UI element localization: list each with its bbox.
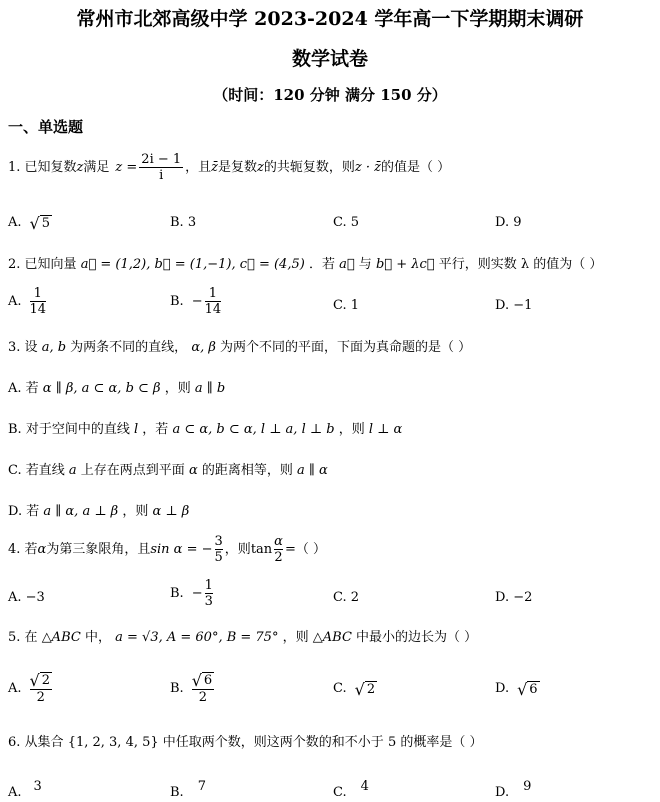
sqrt-icon: √ 2 bbox=[354, 679, 376, 699]
sqrt-icon: √ 6 bbox=[191, 671, 213, 690]
q5-option-d-label: D. bbox=[495, 681, 510, 696]
q1-fraction bbox=[139, 152, 183, 183]
q3-b-l: l bbox=[133, 422, 139, 437]
question-5 bbox=[8, 629, 477, 647]
q1-z: z bbox=[76, 159, 84, 175]
q6-option-c[interactable] bbox=[333, 778, 369, 802]
q6-option-c-label: C. bbox=[333, 785, 347, 800]
question-2 bbox=[8, 256, 602, 274]
q2-suffix: 平行，则实数 λ 的值为（ ） bbox=[438, 257, 603, 272]
q1-eq-lhs: z = bbox=[115, 159, 138, 175]
q5-a-den: 2 bbox=[36, 690, 45, 705]
q5-option-b[interactable] bbox=[170, 672, 216, 705]
q1-option-c[interactable]: C. 5 bbox=[333, 215, 360, 230]
q5-mid: 中， bbox=[84, 630, 111, 645]
q3-option-b[interactable] bbox=[8, 421, 402, 439]
q5-option-d[interactable] bbox=[495, 680, 540, 698]
q2-a: a⃗ bbox=[339, 257, 355, 272]
q3-a-mid: ，则 bbox=[164, 381, 191, 396]
q2-option-a-frac bbox=[30, 286, 47, 317]
q1-option-b[interactable]: B. 3 bbox=[170, 215, 197, 230]
q3-c-pre: C. 若直线 bbox=[8, 463, 65, 478]
q2-option-c[interactable]: C. 1 bbox=[333, 298, 360, 313]
q2-a-den: 14 bbox=[29, 302, 47, 317]
q3-b-res: l ⊥ α bbox=[368, 422, 403, 437]
q6-d-num: 9 bbox=[523, 779, 532, 794]
q3-d-res: α ⊥ β bbox=[152, 504, 190, 519]
q6-option-b-label: B. bbox=[170, 785, 184, 800]
sqrt-icon: √ 2 bbox=[29, 671, 51, 690]
q5-cond: a = √3, A = 60°, B = 75° bbox=[115, 630, 279, 645]
q4-option-a[interactable]: A. −3 bbox=[8, 590, 45, 605]
q5-mid2: ，则 bbox=[282, 630, 309, 645]
sqrt-icon: √ 5 bbox=[29, 213, 51, 233]
q3-c-alpha: α bbox=[188, 463, 198, 478]
q3-a-res: a ∥ b bbox=[194, 381, 226, 396]
q3-a-pre: A. 若 bbox=[8, 381, 39, 396]
q1-zbar: z̄ bbox=[211, 159, 219, 175]
q4-tan: tan bbox=[250, 541, 273, 557]
sqrt-icon: √ 6 bbox=[517, 679, 538, 699]
q3-vars: a, b bbox=[41, 340, 67, 355]
q1-prefix: 1. 已知复数 bbox=[8, 159, 77, 175]
q5-option-c[interactable] bbox=[333, 680, 377, 698]
q3-suffix: 为两个不同的平面，下面为真命题的是（ ） bbox=[220, 340, 472, 355]
q5-tri2: △ABC bbox=[312, 630, 352, 645]
q4-sin: sin α = − bbox=[150, 541, 213, 557]
q1-option-a[interactable] bbox=[8, 214, 52, 232]
question-3 bbox=[8, 339, 471, 357]
q3-option-c[interactable] bbox=[8, 462, 328, 480]
q4-tan-num: α bbox=[274, 534, 283, 549]
q3-b-cond: a ⊂ α, b ⊂ α, l ⊥ a, l ⊥ b bbox=[172, 422, 335, 437]
q2-expr: b⃗ + λc⃗ bbox=[375, 257, 435, 272]
q5-a-num: 2 bbox=[41, 673, 51, 688]
question-1 bbox=[8, 152, 450, 183]
q6-prefix: 6. 从集合 bbox=[8, 735, 64, 750]
q6-mid: 中任取两个数，则这两个数的和不小于 bbox=[162, 735, 384, 750]
q5-option-a[interactable] bbox=[8, 672, 54, 705]
q5-option-a-frac bbox=[30, 672, 52, 705]
q4-option-b-frac bbox=[205, 578, 213, 609]
q4-sin-num: 3 bbox=[214, 534, 223, 549]
q6-suffix: 的概率是（ ） bbox=[400, 735, 483, 750]
question-4 bbox=[8, 534, 326, 565]
q3-option-d[interactable] bbox=[8, 503, 189, 521]
q3-c-res: a ∥ α bbox=[297, 463, 328, 478]
q1-option-d[interactable]: D. 9 bbox=[495, 215, 522, 230]
q1-mid3: 是复数 bbox=[218, 159, 258, 175]
q2-option-a-label: A. bbox=[8, 293, 22, 309]
q4-b-num: 1 bbox=[204, 578, 213, 593]
question-6 bbox=[8, 734, 483, 752]
q2-vectors: a⃗ = (1,2), b⃗ = (1,−1), c⃗ = (4,5) bbox=[80, 257, 305, 272]
q2-option-a[interactable] bbox=[8, 286, 48, 317]
q5-prefix: 5. 在 bbox=[8, 630, 38, 645]
exam-subtitle: 数学试卷 bbox=[291, 48, 368, 70]
q4-prefix: 4. 若 bbox=[8, 541, 38, 557]
q3-mid: 为两条不同的直线， bbox=[70, 340, 188, 355]
q3-d-mid: ，则 bbox=[122, 504, 149, 519]
q5-c-val: 2 bbox=[366, 681, 376, 697]
q2-option-b-label: B. bbox=[170, 293, 184, 309]
q1-z2: z bbox=[257, 159, 264, 175]
q3-greek: α, β bbox=[191, 340, 216, 355]
q4-mid: 为第三象限角，且 bbox=[46, 541, 151, 557]
q2-prefix: 2. 已知向量 bbox=[8, 257, 77, 272]
q6-option-a-label: A. bbox=[8, 785, 22, 800]
q4-option-d[interactable]: D. −2 bbox=[495, 590, 533, 605]
q6-option-a[interactable] bbox=[8, 778, 42, 802]
exam-meta: （时间：120 分钟 满分 150 分） bbox=[213, 86, 447, 104]
q6-set: {1, 2, 3, 4, 5} bbox=[67, 735, 159, 750]
q2-option-b-frac bbox=[205, 286, 222, 317]
q6-num: 5 bbox=[387, 735, 397, 750]
q4-tan-frac bbox=[274, 534, 283, 565]
q1-mid2: ，且 bbox=[185, 159, 212, 175]
q5-suffix: 中最小的边长为（ ） bbox=[356, 630, 478, 645]
q1-prod: z · z̄ bbox=[354, 159, 382, 175]
q6-option-b[interactable] bbox=[170, 778, 206, 802]
q6-a-num: 3 bbox=[33, 779, 42, 794]
q6-option-d[interactable] bbox=[495, 778, 531, 802]
q1-mid4: 的共轭复数，则 bbox=[263, 159, 355, 175]
q2-b-den: 14 bbox=[204, 302, 222, 317]
q5-d-val: 6 bbox=[529, 681, 538, 697]
q4-option-c[interactable]: C. 2 bbox=[333, 590, 360, 605]
q6-option-d-label: D. bbox=[495, 785, 510, 800]
q5-b-num: 6 bbox=[203, 673, 213, 688]
q2-mid: ．若 bbox=[308, 257, 335, 272]
q5-option-b-label: B. bbox=[170, 680, 184, 696]
q2-a-num: 1 bbox=[33, 286, 42, 301]
q4-option-b[interactable] bbox=[170, 578, 215, 609]
q2-mid2: 与 bbox=[358, 257, 372, 272]
q6-c-num: 4 bbox=[360, 779, 369, 794]
q3-option-a[interactable] bbox=[8, 380, 225, 398]
q3-d-cond: a ∥ α, a ⊥ β bbox=[43, 504, 119, 519]
q1-mid1: 满足 bbox=[83, 159, 110, 175]
exam-title: 常州市北郊高级中学 2023-2024 学年高一下学期期末调研 bbox=[76, 8, 584, 30]
q5-option-b-frac bbox=[192, 672, 214, 705]
q5-tri: △ABC bbox=[41, 630, 81, 645]
q3-d-pre: D. 若 bbox=[8, 504, 40, 519]
q3-b-pre: B. 对于空间中的直线 bbox=[8, 422, 130, 437]
q5-option-c-label: C. bbox=[333, 681, 347, 696]
q1-frac-den: i bbox=[159, 168, 164, 183]
q1-suffix: 的值是（ ） bbox=[381, 159, 451, 175]
q1-option-a-label: A. bbox=[8, 215, 22, 230]
q1-frac-num: 2i − 1 bbox=[141, 152, 182, 167]
q3-b-mid: ，若 bbox=[142, 422, 169, 437]
q4-option-b-label: B. bbox=[170, 585, 184, 601]
q4-mid2: ，则 bbox=[224, 541, 251, 557]
q2-option-d[interactable]: D. −1 bbox=[495, 298, 533, 313]
q3-c-mid2: 的距离相等，则 bbox=[201, 463, 293, 478]
q4-sin-frac bbox=[215, 534, 223, 565]
q2-option-b[interactable] bbox=[170, 286, 223, 317]
q2-b-sign: − bbox=[191, 293, 203, 309]
section-heading: 一、单选题 bbox=[8, 118, 84, 136]
q4-alpha: α bbox=[37, 541, 47, 557]
q3-a-cond: α ∥ β, a ⊂ α, b ⊂ β bbox=[42, 381, 161, 396]
q5-b-den: 2 bbox=[198, 690, 208, 705]
q3-c-mid: 上存在两点到平面 bbox=[80, 463, 185, 478]
q3-prefix: 3. 设 bbox=[8, 340, 38, 355]
q3-c-a: a bbox=[68, 463, 77, 478]
q6-b-num: 7 bbox=[197, 779, 206, 794]
q4-sin-den: 5 bbox=[214, 550, 223, 565]
q3-b-mid2: ，则 bbox=[338, 422, 365, 437]
q4-suffix: =（ ） bbox=[284, 541, 326, 557]
q4-b-sign: − bbox=[191, 585, 203, 601]
q2-b-num: 1 bbox=[208, 286, 217, 301]
q1-option-a-value: 5 bbox=[41, 215, 51, 231]
q4-tan-den: 2 bbox=[274, 550, 283, 565]
q5-option-a-label: A. bbox=[8, 680, 22, 696]
q4-b-den: 3 bbox=[204, 594, 213, 609]
